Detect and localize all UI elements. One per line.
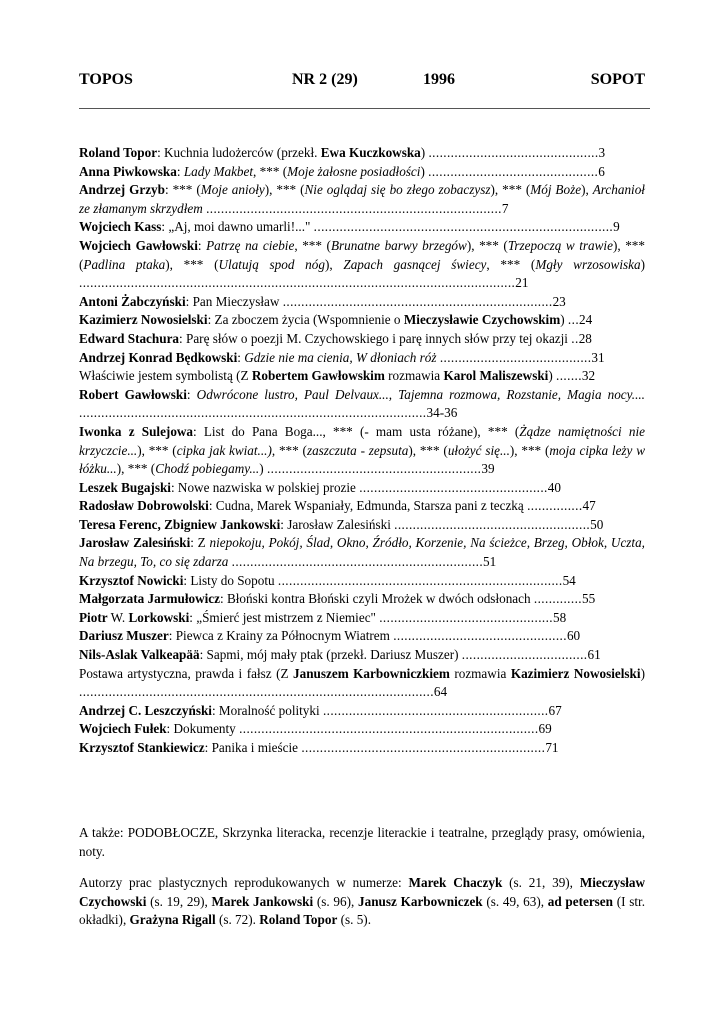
page-number: 32 (581, 368, 596, 384)
publication-city: SOPOT (590, 71, 645, 88)
magazine-title: TOPOS (79, 71, 133, 88)
toc-entry: Andrzej C. Leszczyński: Moralność polityki .............................................................67 (79, 702, 562, 718)
toc-entry: Krzysztof Nowicki: Listy do Sopotu .............................................................................54 (79, 572, 576, 588)
page-number: 9 (613, 219, 620, 235)
issue-year: 1996 (423, 71, 455, 88)
page-number: 61 (587, 647, 601, 663)
header-rule (79, 108, 650, 109)
toc-entry: Jarosław Zalesiński: Z niepokoju, Pokój, Ślad, Okno, Źródło, Korzenie, Na ścieżce, Brzeg, Obłok, Uczta, Na brzegu, To, co się zdarza ....................................................................51 (79, 535, 645, 570)
page-number: 24 (579, 312, 593, 328)
toc-entry: Andrzej Konrad Będkowski: Gdzie nie ma cienia, W dłoniach róż .........................................31 (79, 349, 605, 365)
issue-number: NR 2 (29) (292, 71, 358, 88)
toc-entry: Radosław Dobrowolski: Cudna, Marek Wspaniały, Edmunda, Starsza pani z teczką ...............47 (79, 498, 596, 514)
toc-entry: Anna Piwkowska: Lady Makbet, *** (Moje żałosne posiadłości) ..............................................6 (79, 163, 605, 179)
toc-entry: Kazimierz Nowosielski: Za zboczem życia (Wspomnienie o Mieczysławie Czychowskim) ...24 (79, 312, 593, 328)
page-number: 69 (538, 721, 552, 737)
toc-entry: Antoni Żabczyński: Pan Mieczysław .........................................................................23 (79, 293, 566, 309)
toc-entry: Postawa artystyczna, prawda i fałsz (Z Januszem Karbowniczkiem rozmawia Kazimierz Nowosielski) ................................................................................................64 (79, 665, 645, 700)
toc-entry: Dariusz Muszer: Piewca z Krainy za Północnym Wiatrem ...............................................60 (79, 628, 581, 644)
page-number: 34-36 (426, 405, 458, 421)
page-number: 54 (562, 572, 576, 588)
toc-entry: Leszek Bugajski: Nowe nazwiska w polskiej prozie ...................................................40 (79, 479, 561, 495)
page-number: 47 (582, 498, 596, 514)
toc-entry: Wojciech Fułek: Dokumenty .................................................................................69 (79, 721, 552, 737)
table-of-contents (79, 144, 645, 758)
toc-entry: Nils-Aslak Valkeapää: Sapmi, mój mały ptak (przekł. Dariusz Muszer) ..................................61 (79, 647, 601, 663)
page-number: 39 (481, 461, 495, 477)
page-number: 28 (578, 330, 592, 346)
page-number: 40 (547, 479, 561, 495)
also-included-note: A także: PODOBŁOCZE, Skrzynka literacka, recenzje literackie i teatralne, przeglądy prasy, omówienia, noty. (79, 825, 645, 859)
page-number: 55 (581, 591, 596, 607)
toc-entry: Małgorzata Jarmułowicz: Błoński kontra Błoński czyli Mrożek w dwóch odsłonach .............55 (79, 591, 596, 607)
page-number: 23 (552, 293, 566, 309)
page-number: 58 (553, 609, 567, 625)
toc-entry: Wojciech Kass: „Aj, moi dawno umarli!..." .................................................................................9 (79, 219, 620, 235)
masthead (79, 71, 645, 91)
toc-entry: Iwonka z Sulejowa: List do Pana Boga..., *** (- mam usta różane), *** (Żądze namiętności nie krzyczcie...), *** (cipka jak kwiat...), *** (zaszczuta - zepsuta), *** (ułożyć się...), *** (moja cipka leży w łóżku...), *** (Chodź pobiegamy...) ..........................................................39 (79, 423, 646, 477)
artists-credits: Autorzy prac plastycznych reprodukowanych w numerze: Marek Chaczyk (s. 21, 39), Mieczysław Czychowski (s. 19, 29), Marek Jankowski (s. 96), Janusz Karbowniczek (s. 49, 63), ad petersen (I str. okładki), Grażyna Rigall (s. 72). Roland Topor (s. 5). (79, 875, 645, 928)
toc-entry: Edward Stachura: Parę słów o poezji M. Czychowskiego i parę innych słów przy tej okazji ..28 (79, 330, 592, 346)
toc-entry: Właściwie jestem symbolistą (Z Robertem Gawłowskim rozmawia Karol Maliszewski) .......32 (79, 368, 596, 384)
toc-entry: Roland Topor: Kuchnia ludożerców (przekł. Ewa Kuczkowska) ..............................................3 (79, 145, 606, 160)
toc-entry: Teresa Ferenc, Zbigniew Jankowski: Jarosław Zalesiński .....................................................50 (79, 516, 604, 532)
page-number: 64 (433, 684, 448, 700)
page-number: 51 (483, 554, 497, 570)
page-number: 3 (598, 145, 606, 160)
page-number: 50 (590, 516, 604, 532)
page-number: 67 (548, 702, 562, 718)
toc-entry: Andrzej Grzyb: *** (Moje anioły), *** (Nie oglądaj się bo złego zobaczysz), *** (Mój Boże), Archanioł ze złamanym skrzydłem ................................................................................7 (79, 182, 645, 216)
page-number: 6 (598, 163, 605, 179)
page-number: 60 (566, 628, 581, 644)
page-number: 31 (591, 349, 605, 365)
page-number: 71 (545, 740, 559, 755)
toc-entry: Wojciech Gawłowski: Patrzę na ciebie, *** (Brunatne barwy brzegów), *** (Trzepoczą w trawie), *** (Padlina ptaka), *** (Ulatują spod nóg), Zapach gasnącej świecy, *** (Mgły wrzosowiska) ......................................................................................................................21 (79, 237, 645, 291)
page-number: 21 (515, 275, 529, 291)
toc-entry: Piotr W. Lorkowski: „Śmierć jest mistrzem z Niemiec" ...............................................58 (79, 609, 567, 625)
toc-entry: Krzysztof Stankiewicz: Panika i mieście ..................................................................71 (79, 740, 559, 755)
page-number: 7 (501, 200, 509, 216)
toc-entry: Robert Gawłowski: Odwrócone lustro, Paul Delvaux..., Tajemna rozmowa, Rozstanie, Magia nocy.... ..............................................................................................34-36 (79, 386, 645, 421)
